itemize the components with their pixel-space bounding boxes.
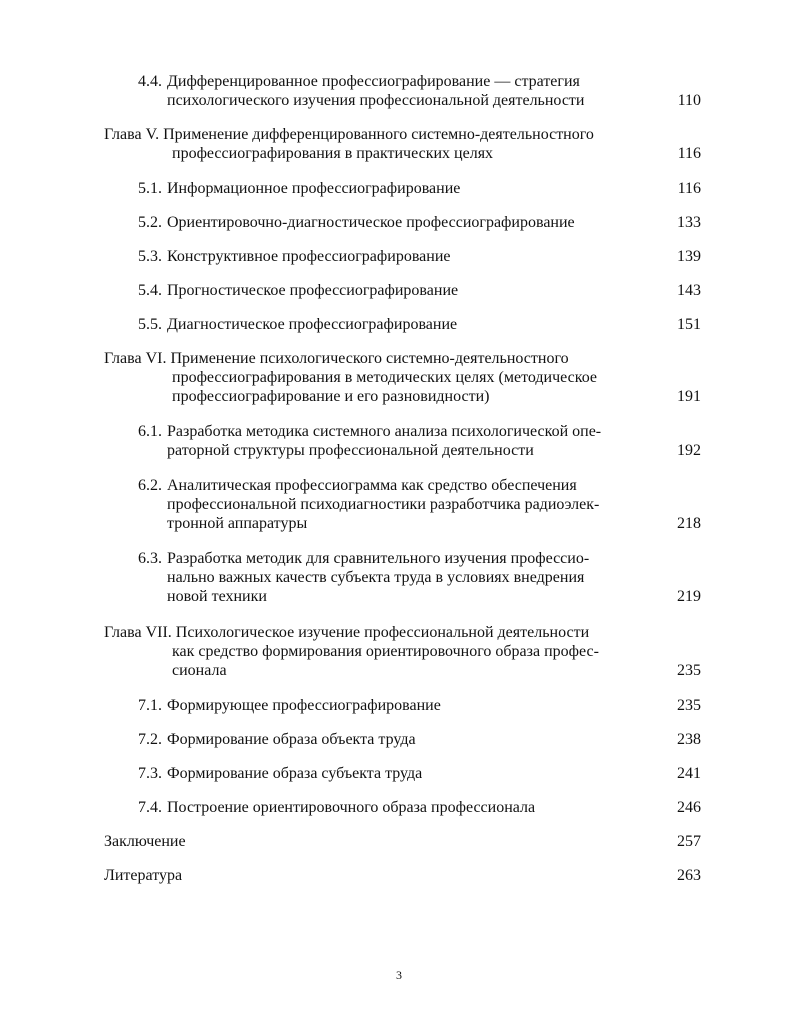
toc-entry-page: 110 <box>677 92 701 109</box>
toc-entry-continuation: профессиональной психодиагностики разработчика радиоэлек- <box>167 496 600 513</box>
toc-entry-text: Глава VII. Психологическое изучение профессиональной деятельности <box>104 624 590 641</box>
toc-entry-page: 235 <box>677 662 701 679</box>
toc-entry-title <box>104 125 594 163</box>
toc-entry-number: 5.3. <box>138 248 162 265</box>
toc-entry-page: 246 <box>677 799 701 816</box>
toc-entry-continuation: раторной структуры профессиональной деятельности <box>167 442 534 459</box>
toc-entry-title <box>138 549 590 606</box>
toc-entry-number: 4.4. <box>138 73 162 90</box>
toc-entry-text: Глава VI. Применение психологического системно-деятельностного <box>104 350 569 367</box>
toc-entry-continuation: профессиографирования в методических целях (методическое <box>172 369 597 386</box>
toc-entry-text: Ориентировочно-диагностическое профессиографирование <box>167 214 575 231</box>
toc-entry-page: 241 <box>677 765 701 782</box>
toc-entry-text: Формирование образа объекта труда <box>167 731 416 748</box>
toc-entry-page: 139 <box>677 248 701 265</box>
toc-entry-number: 7.3. <box>138 765 162 782</box>
toc-entry-page: 192 <box>677 442 701 459</box>
toc-entry-number: 5.5. <box>138 316 162 333</box>
toc-entry-title <box>138 476 599 533</box>
toc-entry-title <box>104 623 599 680</box>
toc-entry-page: 257 <box>677 833 701 850</box>
toc-entry-title <box>104 866 182 885</box>
toc-entry-page: 238 <box>677 731 701 748</box>
toc-entry-text: Глава V. Применение дифференцированного системно-деятельностного <box>104 126 594 143</box>
toc-entry-page: 235 <box>677 697 701 714</box>
toc-entry-title <box>104 832 186 851</box>
toc-entry-text: Информационное профессиографирование <box>167 180 461 197</box>
toc-entry-number: 5.1. <box>138 180 162 197</box>
page-number: 3 <box>396 968 402 982</box>
toc-entry-continuation: психологического изучения профессиональной деятельности <box>167 92 585 109</box>
toc-entry-text: Диагностическое профессиографирование <box>167 316 458 333</box>
toc-entry-page: 143 <box>677 282 701 299</box>
toc-entry-continuation: новой техники <box>167 588 267 605</box>
toc-entry-text: Разработка методика системного анализа психологической опе- <box>167 423 602 440</box>
toc-entry-number: 6.1. <box>138 423 162 440</box>
toc-entry-number: 6.3. <box>138 550 162 567</box>
toc-entry-continuation: тронной аппаратуры <box>167 515 308 532</box>
toc-entry-page: 263 <box>677 867 701 884</box>
toc-entry-page: 151 <box>677 316 701 333</box>
toc-entry-text: Формирующее профессиографирование <box>167 697 441 714</box>
toc-entry-continuation: нально важных качеств субъекта труда в условиях внедрения <box>167 569 585 586</box>
toc-entry-text: Прогностическое профессиографирование <box>167 282 459 299</box>
toc-entry-number: 7.4. <box>138 799 162 816</box>
toc-entry-number: 5.4. <box>138 282 162 299</box>
toc-entry-text: Конструктивное профессиографирование <box>167 248 451 265</box>
toc-entry-continuation: профессиографирование и его разновидности) <box>172 388 490 405</box>
toc-entry-title <box>104 349 597 406</box>
toc-entry-page: 219 <box>677 588 701 605</box>
toc-entry-title <box>138 72 584 110</box>
toc-entry-text: Заключение <box>104 833 186 850</box>
toc-entry-text: Дифференцированное профессиографирование — стратегия <box>167 73 580 90</box>
toc-entry-number: 7.2. <box>138 731 162 748</box>
toc-entry-continuation: профессиографирования в практических целях <box>172 145 494 162</box>
toc-entry-continuation: сионала <box>172 662 227 679</box>
toc-entry-page: 116 <box>677 180 701 197</box>
toc-entry-title <box>138 422 602 460</box>
toc-entry-text: Разработка методик для сравнительного изучения профессио- <box>167 550 590 567</box>
toc-entry-number: 6.2. <box>138 477 162 494</box>
toc-entry-page: 116 <box>677 145 701 162</box>
toc-entry-text: Построение ориентировочного образа профессионала <box>167 799 536 816</box>
toc-entry-page: 218 <box>677 515 701 532</box>
toc-entry-continuation: как средство формирования ориентировочного образа профес- <box>172 643 599 660</box>
toc-entry-number: 5.2. <box>138 214 162 231</box>
toc-entry-text: Литература <box>104 867 183 884</box>
toc-entry-page: 191 <box>677 388 701 405</box>
toc-entry-number: 7.1. <box>138 697 162 714</box>
toc-entry-page: 133 <box>677 214 701 231</box>
toc-entry-text: Аналитическая профессиограмма как средство обеспечения <box>167 477 577 494</box>
toc-entry-text: Формирование образа субъекта труда <box>167 765 423 782</box>
